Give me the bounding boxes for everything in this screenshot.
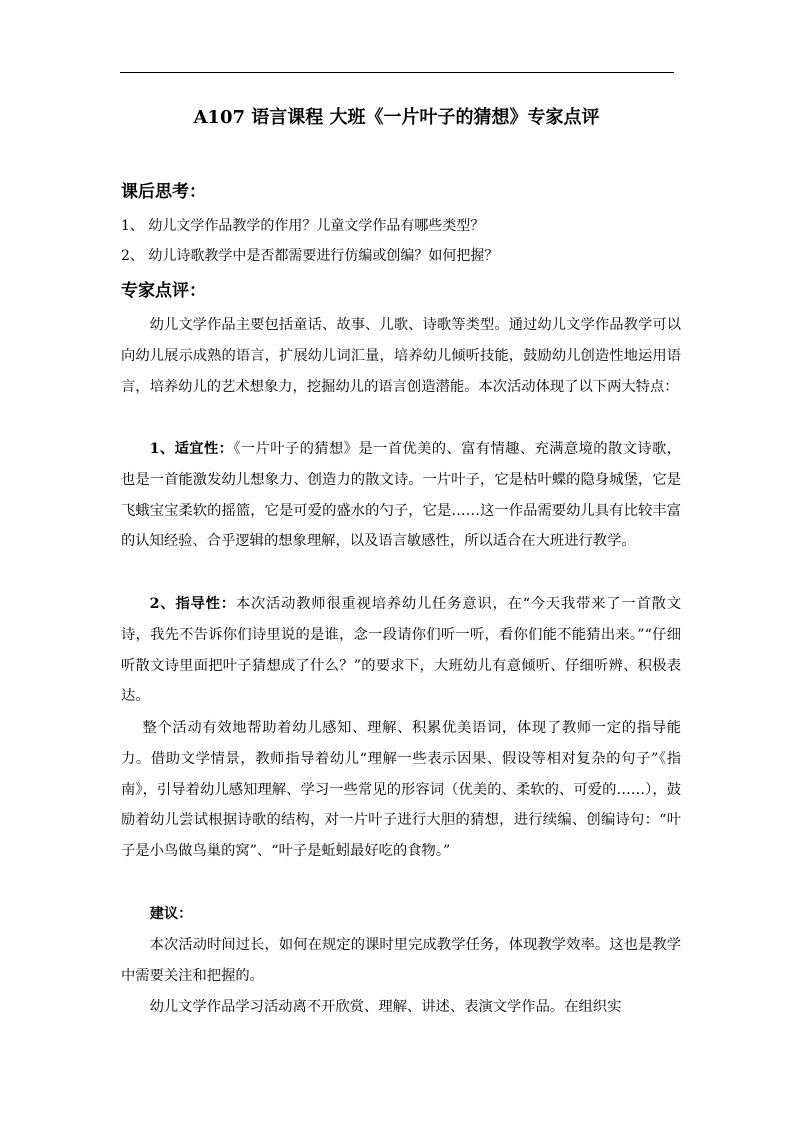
question-2: 2、 幼儿诗歌教学中是否都需要进行仿编或创编？如何把握？ xyxy=(121,248,499,264)
page-title: A107 语言课程 大班《一片叶子的猜想》专家点评 xyxy=(193,107,600,128)
summary-paragraph: 整个活动有效地帮助着幼儿感知、理解、积累优美语词，体现了教师一定的指导能力。借助文学情景，教师指导着幼儿“理解一些表示因果、假设等相对复杂的句子”《指南》，引导着幼儿感知理解、学习一些常见的形容词（优美的、柔软的、可爱的……），鼓励着幼儿尝试根据诗歌的结构，对一片叶子进行大胆的猜想，进行续编、创编诗句：“叶子是小鸟做鸟巢的窝”、“叶子是蚯蚓最好吃的食物。” xyxy=(121,720,681,860)
point-2-text: 本次活动教师很重视培养幼儿任务意识，在“今天我带来了一首散文诗，我先不告诉你们诗里说的是谁，念一段请你们听一听，看你们能不能猜出来。”“仔细听散文诗里面把叶子猜想成了什么？”的要求下，大班幼儿有意倾听、仔细听辨、积极表达。 xyxy=(121,596,681,705)
point-1-paragraph xyxy=(121,434,681,557)
header-rule xyxy=(120,72,674,73)
suggestion-label: 建议： xyxy=(149,906,193,922)
point-1-text: 《一片叶子的猜想》是一首优美的、富有情趣、充满意境的散文诗歌，也是一首能激发幼儿想象力、创造力的散文诗。一片叶子，它是枯叶蝶的隐身城堡，它是飞蛾宝宝柔软的摇篮，它是可爱的盛水的勺子，它是……这一作品需要幼儿具有比较丰富的认知经验、合乎逻辑的想象理解，以及语言敏感性，所以适合在大班进行教学。 xyxy=(121,441,681,550)
question-1: 1、 幼儿文学作品教学的作用？儿童文学作品有哪些类型？ xyxy=(121,218,485,234)
suggestion-label-paragraph xyxy=(121,899,681,930)
closing-paragraph: 幼儿文学作品学习活动离不开欣赏、理解、讲述、表演文学作品。在组织实 xyxy=(149,999,622,1015)
reflection-heading: 课后思考： xyxy=(121,182,206,202)
intro-paragraph: 幼儿文学作品主要包括童话、故事、儿歌、诗歌等类型。通过幼儿文学作品教学可以向幼儿展示成熟的语言，扩展幼儿词汇量，培养幼儿倾听技能，鼓励幼儿创造性地运用语言，培养幼儿的艺术想象力，挖掘幼儿的语言创造潜能。本次活动体现了以下两大特点： xyxy=(121,317,681,395)
point-2-label: 2、指导性： xyxy=(149,596,236,612)
point-2-paragraph xyxy=(121,589,681,712)
suggestion-paragraph: 本次活动时间过长，如何在规定的课时里完成教学任务，体现教学效率。这也是教学中需要关注和把握的。 xyxy=(121,937,681,984)
point-1-label: 1、适宜性： xyxy=(149,441,234,457)
review-heading: 专家点评： xyxy=(121,281,206,301)
